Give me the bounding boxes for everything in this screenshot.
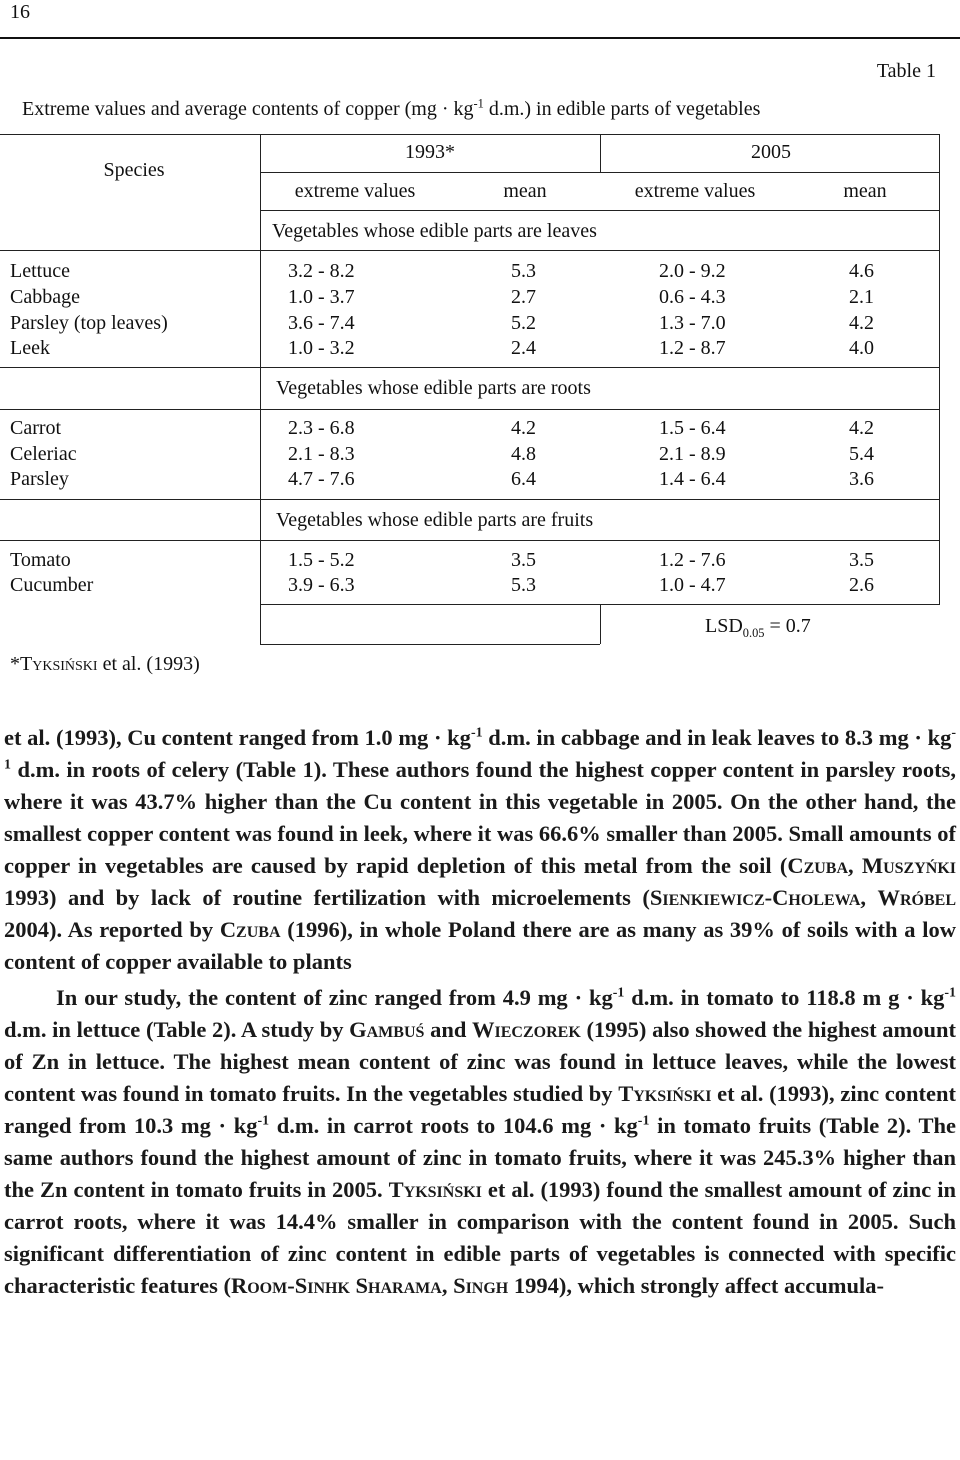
text-run: d.m. in roots of celery (Table 1). These authors found the highest copper content in parsley roots, where it was 43.7% higher than the Cu content in this vegetable in 2005. On the other hand, the smallest copper content was found in leek, where it was 66.6% smaller than 2005. Small amounts of copper in vegetables are caused by rapid depletion of this metal from the soil (: [4, 757, 956, 878]
mean-1993-cell: 2.4: [511, 337, 536, 359]
extreme-1993-cell: 3.9 - 6.3: [288, 574, 355, 596]
species-cell: Parsley (top leaves): [10, 312, 168, 334]
extreme-2005-cell: 1.0 - 4.7: [659, 574, 726, 596]
text-run: (1995) also showed the highest amount of Zn in lettuce. The highest mean content of zinc was found in lettuce leaves, while the lowest content was found in tomato fruits. In the vegetables studied by: [4, 1017, 957, 1106]
mean-1993-cell: 4.2: [511, 417, 536, 439]
extreme-2005-cell: 1.5 - 6.4: [659, 417, 726, 439]
mean-1993-cell: 3.5: [511, 549, 536, 571]
author-name: Tyksiński: [388, 1177, 482, 1202]
text-run: et al. (1993) found the smallest amount of zinc in carrot roots, where it was 14.4% smaller in comparison with the content found in 2005. Such significant differentiation of zinc content in edible parts of vegetables is connected with specific characteristic features (: [4, 1177, 956, 1298]
mean-2005-cell: 2.1: [849, 286, 874, 308]
text-run: et al. (1993), zinc content ranged from 10.3 mg · kg: [4, 1081, 956, 1138]
text-run: In our study, the content of zinc ranged from 4.9 mg · kg: [56, 985, 613, 1010]
group-label-leaves: Vegetables whose edible parts are leaves: [272, 220, 597, 242]
author-name: Tyksiński: [618, 1081, 712, 1106]
extreme-1993-cell: 3.6 - 7.4: [288, 312, 355, 334]
superscript: -1: [4, 725, 957, 773]
extreme-2005-cell: 1.4 - 6.4: [659, 468, 726, 490]
text-run: in tomato fruits (Table 2). The same authors found the highest amount of zinc in tomato fruits, where it was 245.3% higher than the Zn content in tomato fruits in 2005.: [4, 1113, 956, 1202]
superscript: -1: [257, 1113, 270, 1129]
header-year-2005: 2005: [751, 141, 791, 163]
author-name: Room-Sinhk Sharama: [230, 1273, 442, 1298]
superscript: -1: [470, 725, 483, 741]
extreme-2005-cell: 1.2 - 8.7: [659, 337, 726, 359]
mean-2005-cell: 3.5: [849, 549, 874, 571]
mean-2005-cell: 4.0: [849, 337, 874, 359]
header-year-1993: 1993*: [405, 141, 455, 163]
author-name: Wieczorek: [472, 1017, 581, 1042]
text-run: and: [424, 1017, 473, 1042]
author-name: Czuba: [219, 917, 281, 942]
species-cell: Parsley: [10, 468, 69, 490]
mean-2005-cell: 5.4: [849, 443, 874, 465]
footnote-author: Tyksiński: [20, 653, 98, 675]
extreme-1993-cell: 1.0 - 3.7: [288, 286, 355, 308]
table-label: Table 1: [876, 60, 936, 82]
mean-2005-cell: 3.6: [849, 468, 874, 490]
text-run: et al. (1993), Cu content ranged from 1.0 mg · kg: [4, 725, 471, 750]
mean-1993-cell: 5.2: [511, 312, 536, 334]
extreme-2005-cell: 2.0 - 9.2: [659, 260, 726, 282]
extreme-2005-cell: 2.1 - 8.9: [659, 443, 726, 465]
author-name: Muszyńki: [861, 853, 956, 878]
extreme-1993-cell: 4.7 - 7.6: [288, 468, 355, 490]
species-cell: Carrot: [10, 417, 62, 439]
paragraph-copper: [4, 722, 956, 978]
species-cell: Leek: [10, 337, 50, 359]
species-cell: Tomato: [10, 549, 71, 571]
author-name: Singh: [453, 1273, 509, 1298]
footnote-rest: et al. (1993): [97, 653, 200, 675]
mean-1993-cell: 5.3: [511, 260, 536, 282]
text-run: d.m. in tomato to 118.8 m g · kg: [624, 985, 945, 1010]
page-number: 16: [10, 1, 30, 23]
extreme-1993-cell: 2.1 - 8.3: [288, 443, 355, 465]
superscript: -1: [612, 985, 625, 1001]
header-extreme-1993: extreme values: [294, 180, 416, 202]
extreme-1993-cell: 2.3 - 6.8: [288, 417, 355, 439]
mean-1993-cell: 2.7: [511, 286, 536, 308]
mean-2005-cell: 2.6: [849, 574, 874, 596]
mean-2005-cell: 4.6: [849, 260, 874, 282]
lsd-label: LSD: [705, 615, 743, 637]
species-cell: Cabbage: [10, 286, 80, 308]
header-extreme-2005: extreme values: [634, 180, 756, 202]
mean-1993-cell: 6.4: [511, 468, 536, 490]
table-caption: [22, 98, 760, 121]
text-run: ,: [860, 885, 878, 910]
author-name: Wróbel: [877, 885, 956, 910]
extreme-2005-cell: 0.6 - 4.3: [659, 286, 726, 308]
text-run: d.m. in lettuce (Table 2). A study by: [4, 1017, 350, 1042]
species-cell: Celeriac: [10, 443, 77, 465]
superscript: -1: [637, 1113, 650, 1129]
group-label-roots: Vegetables whose edible parts are roots: [276, 377, 591, 399]
caption-pre: Extreme values and average contents of copper (mg · kg: [22, 98, 474, 120]
text-run: 1994), which strongly affect accumula-: [508, 1273, 885, 1298]
author-name: Sienkiewicz-Cholewa: [649, 885, 861, 910]
text-run: ,: [848, 853, 862, 878]
text-run: ,: [441, 1273, 454, 1298]
header-mean-2005: mean: [843, 180, 887, 202]
lsd-sub: 0.05: [742, 626, 765, 640]
extreme-1993-cell: 3.2 - 8.2: [288, 260, 355, 282]
caption-post: d.m.) in edible parts of vegetables: [483, 98, 761, 120]
author-name: Czuba: [787, 853, 849, 878]
body-text: [4, 722, 956, 1302]
lsd-number: = 0.7: [764, 615, 811, 637]
paragraph-zinc: [4, 982, 956, 1302]
species-cell: Lettuce: [10, 260, 70, 282]
mean-1993-cell: 4.8: [511, 443, 536, 465]
extreme-2005-cell: 1.2 - 7.6: [659, 549, 726, 571]
footnote-mark: *: [10, 653, 20, 675]
lsd-value: [705, 614, 811, 638]
text-run: d.m. in cabbage and in leak leaves to 8.3 mg · kg: [482, 725, 952, 750]
header-species: Species: [103, 159, 165, 181]
header-mean-1993: mean: [503, 180, 547, 202]
header-rule: [0, 37, 960, 39]
text-run: 1993) and by lack of routine fertilization with microelements (: [4, 885, 650, 910]
group-label-fruits: Vegetables whose edible parts are fruits: [276, 509, 594, 531]
text-run: (1996), in whole Poland there are as many as 39% of soils with a low content of copper available to plants: [4, 917, 956, 974]
text-run: d.m. in carrot roots to 104.6 mg · kg: [269, 1113, 638, 1138]
text-run: 2004). As reported by: [4, 917, 220, 942]
table-footnote: [10, 652, 200, 676]
mean-2005-cell: 4.2: [849, 312, 874, 334]
mean-1993-cell: 5.3: [511, 574, 536, 596]
superscript: -1: [944, 985, 956, 1001]
extreme-1993-cell: 1.0 - 3.2: [288, 337, 355, 359]
author-name: Gambuś: [349, 1017, 425, 1042]
caption-sup: -1: [473, 96, 484, 111]
extreme-2005-cell: 1.3 - 7.0: [659, 312, 726, 334]
mean-2005-cell: 4.2: [849, 417, 874, 439]
extreme-1993-cell: 1.5 - 5.2: [288, 549, 355, 571]
species-cell: Cucumber: [10, 574, 94, 596]
